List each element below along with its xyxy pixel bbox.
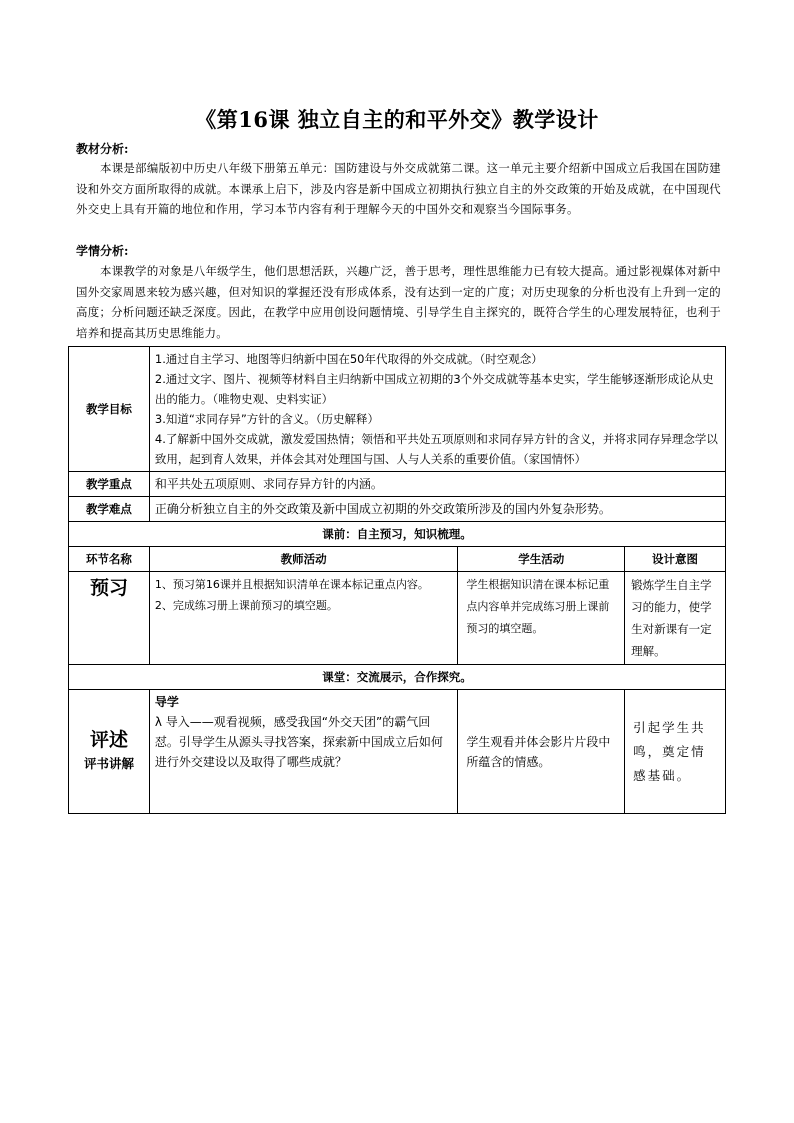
teacher-activity-item: 2、完成练习册上课前预习的填空题。 bbox=[154, 599, 338, 612]
design-intent-cell: 锻炼学生自主学习的能力，使学生对新课有一定理解。 bbox=[625, 572, 726, 665]
stage-subname: 评书讲解 bbox=[83, 755, 134, 771]
key-label: 教学重点 bbox=[69, 472, 150, 497]
design-intent-cell: 引起学生共鸣，奠定情感基础。 bbox=[625, 690, 726, 814]
section-heading-learner: 学情分析: bbox=[76, 244, 129, 258]
teacher-activity-item: λ 导入——观看视频，感受我国“外交天团”的霸气回怼。引导学生从源头寻找答案，探索新中国成立后如何进行外交建设以及取得了哪些成就？ bbox=[154, 715, 443, 769]
teacher-activity-item: 1、预习第16课并且根据知识清单在课本标记重点内容。 bbox=[154, 578, 429, 591]
col-header-teacher: 教师活动 bbox=[149, 547, 457, 572]
teacher-activity-title: 导学 bbox=[154, 695, 179, 709]
document-title: 《第16课 独立自主的和平外交》教学设计 bbox=[195, 107, 599, 132]
stage-row-inclass bbox=[69, 665, 726, 690]
goals-cell bbox=[149, 347, 725, 472]
section-text-textbook: 本课是部编版初中历史八年级下册第五单元：国防建设与外交成就第二课。这一单元主要介绍新中国成立后我国在国防建设和外交方面所取得的成就。本课承上启下，涉及内容是新中国成立初期执行独立自主的外交政策的开始及成就，在中国现代外交史上具有开篇的地位和作用，学习本节内容有利于理解今天的中国外交和观察当今国际事务。 bbox=[76, 161, 721, 216]
difficulty-row bbox=[69, 497, 726, 522]
key-cell: 和平共处五项原则、求同存异方针的内涵。 bbox=[149, 472, 725, 497]
table-row bbox=[69, 690, 726, 814]
lesson-plan-table bbox=[68, 346, 726, 814]
stage-row-preclass bbox=[69, 522, 726, 547]
col-header-stage: 环节名称 bbox=[69, 547, 150, 572]
difficulty-label: 教学难点 bbox=[69, 497, 150, 522]
stage-name-preview: 预习 bbox=[89, 577, 128, 599]
col-header-student: 学生活动 bbox=[458, 547, 625, 572]
key-row bbox=[69, 472, 726, 497]
student-activity-cell: 学生观看并体会影片片段中所蕴含的情感。 bbox=[458, 690, 625, 814]
goals-row bbox=[69, 347, 726, 472]
goal-item: 1.通过自主学习、地图等归纳新中国在50年代取得的外交成就。（时空观念） bbox=[154, 352, 543, 366]
section-heading-textbook: 教材分析: bbox=[76, 142, 129, 156]
stage-name-review: 评述 bbox=[89, 728, 128, 751]
teacher-activity-cell bbox=[149, 572, 457, 665]
goal-item: 4.了解新中国外交成就，激发爱国热情；领悟和平共处五项原则和求同存异方针的含义，并将求同存异理念学以致用，起到育人效果，并体会其对处理国与国、人与人关系的重要价值。（家国情怀） bbox=[154, 432, 718, 466]
column-header-row bbox=[69, 547, 726, 572]
student-activity-cell: 学生根据知识清在课本标记重点内容单并完成练习册上课前预习的填空题。 bbox=[458, 572, 625, 665]
stage-inclass: 课堂：交流展示，合作探究。 bbox=[69, 665, 726, 690]
goals-label: 教学目标 bbox=[69, 347, 150, 472]
goal-item: 2.通过文字、图片、视频等材料自主归纳新中国成立初期的3个外交成就等基本史实，学生能够逐渐形成论从史出的能力。（唯物史观、史料实证） bbox=[154, 372, 714, 406]
section-text-learner: 本课教学的对象是八年级学生，他们思想活跃，兴趣广泛，善于思考，理性思维能力已有较大提高。通过影视媒体对新中国外交家周恩来较为感兴趣，但对知识的掌握还没有形成体系，没有达到一定的广度；对历史现象的分析也没有上升到一定的高度；分析问题还缺乏深度。因此，在教学中应用创设问题情境、引导学生自主探究的，既符合学生的心理发展特征，也利于培养和提高其历史思维能力。 bbox=[76, 264, 721, 340]
col-header-intent: 设计意图 bbox=[625, 547, 726, 572]
difficulty-cell: 正确分析独立自主的外交政策及新中国成立初期的外交政策所涉及的国内外复杂形势。 bbox=[149, 497, 725, 522]
table-row bbox=[69, 572, 726, 665]
stage-preclass: 课前：自主预习，知识梳理。 bbox=[69, 522, 726, 547]
goal-item: 3.知道“求同存异”方针的含义。（历史解释） bbox=[154, 412, 380, 426]
teacher-activity-cell bbox=[149, 690, 457, 814]
